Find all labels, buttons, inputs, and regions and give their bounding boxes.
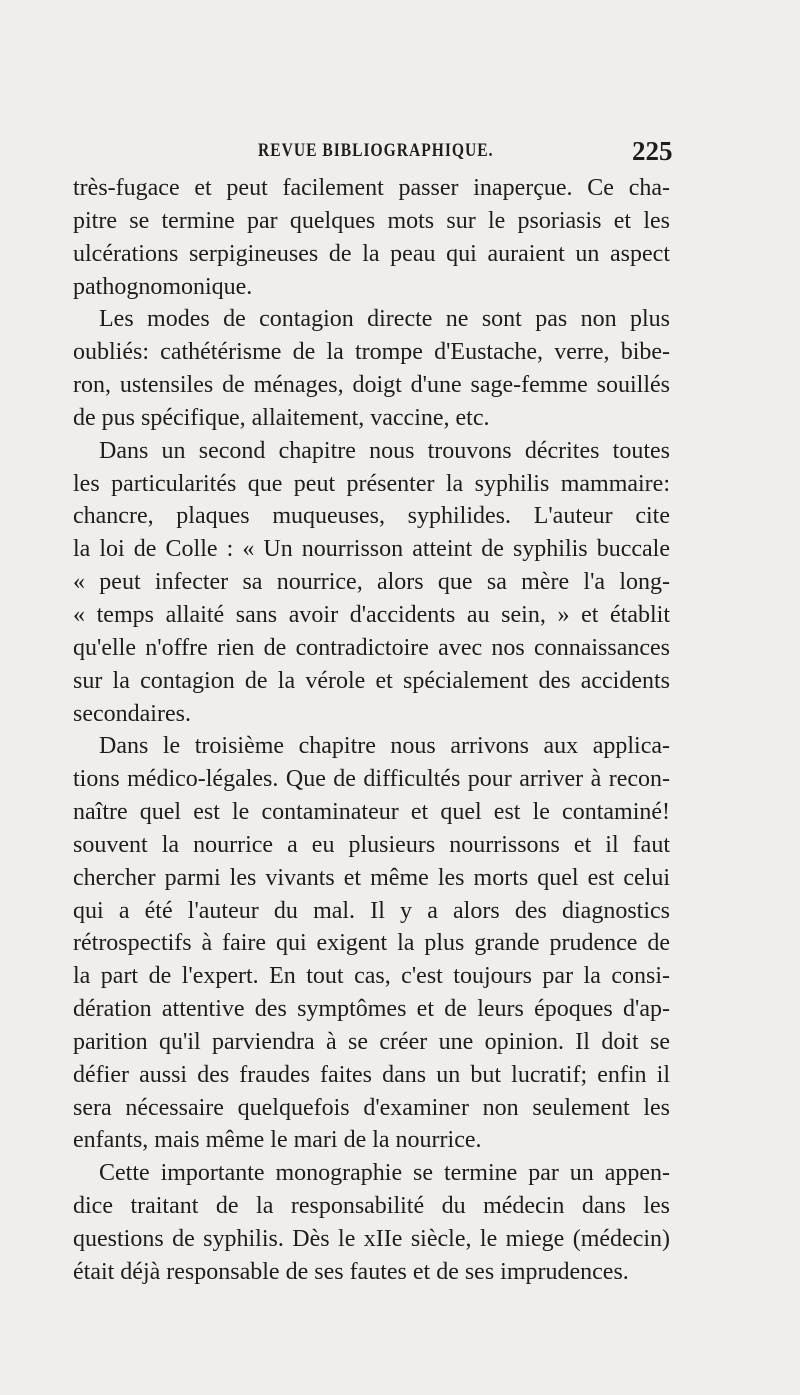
text-line: défier aussi des fraudes faites dans un but lucratif; enfin il — [73, 1061, 670, 1088]
text-line: Cette importante monographie se termine par un appen- — [99, 1160, 670, 1187]
text-line: « temps allaité sans avoir d'accidents au sein, » et établit — [73, 601, 670, 628]
text-line: qui a été l'auteur du mal. Il y a alors des diagnostics — [73, 897, 670, 924]
text-line: pathognomonique. — [73, 273, 253, 300]
text-line: ulcérations serpigineuses de la peau qui auraient un aspect — [73, 240, 670, 267]
text-line: oubliés: cathétérisme de la trompe d'Eustache, verre, bibe- — [73, 339, 670, 366]
text-line: Dans un second chapitre nous trouvons décrites toutes — [99, 437, 670, 464]
text-line: tions médico-légales. Que de difficultés pour arriver à recon- — [73, 766, 670, 793]
text-line: parition qu'il parviendra à se créer une opinion. Il doit se — [73, 1028, 670, 1055]
text-line: était déjà responsable de ses fautes et de ses imprudences. — [73, 1258, 629, 1285]
text-line: la part de l'expert. En tout cas, c'est toujours par la consi- — [73, 963, 670, 990]
text-line: Dans le troisième chapitre nous arrivons aux applica- — [99, 733, 670, 760]
body-text — [73, 172, 670, 1289]
page-number: 225 — [632, 136, 673, 166]
text-line: naître quel est le contaminateur et quel est le contaminé! — [73, 799, 670, 826]
text-line: sur la contagion de la vérole et spécialement des accidents — [73, 667, 670, 694]
text-line: pitre se termine par quelques mots sur le psoriasis et les — [73, 207, 670, 234]
text-line: ron, ustensiles de ménages, doigt d'une sage-femme souillés — [73, 372, 670, 399]
text-line: rétrospectifs à faire qui exigent la plus grande prudence de — [73, 930, 670, 957]
text-line: chercher parmi les vivants et même les morts quel est celui — [73, 864, 670, 891]
text-line: questions de syphilis. Dès le xIIe siècle, le miege (médecin) — [73, 1226, 670, 1252]
text-line: les particularités que peut présenter la syphilis mammaire: — [73, 470, 670, 497]
text-line: Les modes de contagion directe ne sont pas non plus — [99, 306, 670, 333]
text-line: la loi de Colle : « Un nourrisson atteint de syphilis buccale — [73, 536, 670, 563]
text-line: très-fugace et peut facilement passer inaperçue. Ce cha- — [73, 175, 670, 201]
text-line: de pus spécifique, allaitement, vaccine, etc. — [73, 404, 490, 431]
text-line: dération attentive des symptômes et de leurs époques d'ap- — [73, 996, 670, 1023]
text-line: « peut infecter sa nourrice, alors que sa mère l'a long- — [73, 569, 670, 596]
text-line: chancre, plaques muqueuses, syphilides. L'auteur cite — [73, 503, 670, 530]
text-line: dice traitant de la responsabilité du médecin dans les — [73, 1193, 670, 1220]
text-line: secondaires. — [73, 700, 191, 727]
page-header — [0, 136, 800, 170]
text-line: souvent la nourrice a eu plusieurs nourrissons et il faut — [73, 831, 670, 858]
running-title: REVUE BIBLIOGRAPHIQUE. — [258, 140, 494, 161]
text-line: qu'elle n'offre rien de contradictoire avec nos connaissances — [73, 634, 670, 661]
text-line: enfants, mais même le mari de la nourrice. — [73, 1127, 482, 1154]
text-line: sera nécessaire quelquefois d'examiner non seulement les — [73, 1094, 670, 1121]
